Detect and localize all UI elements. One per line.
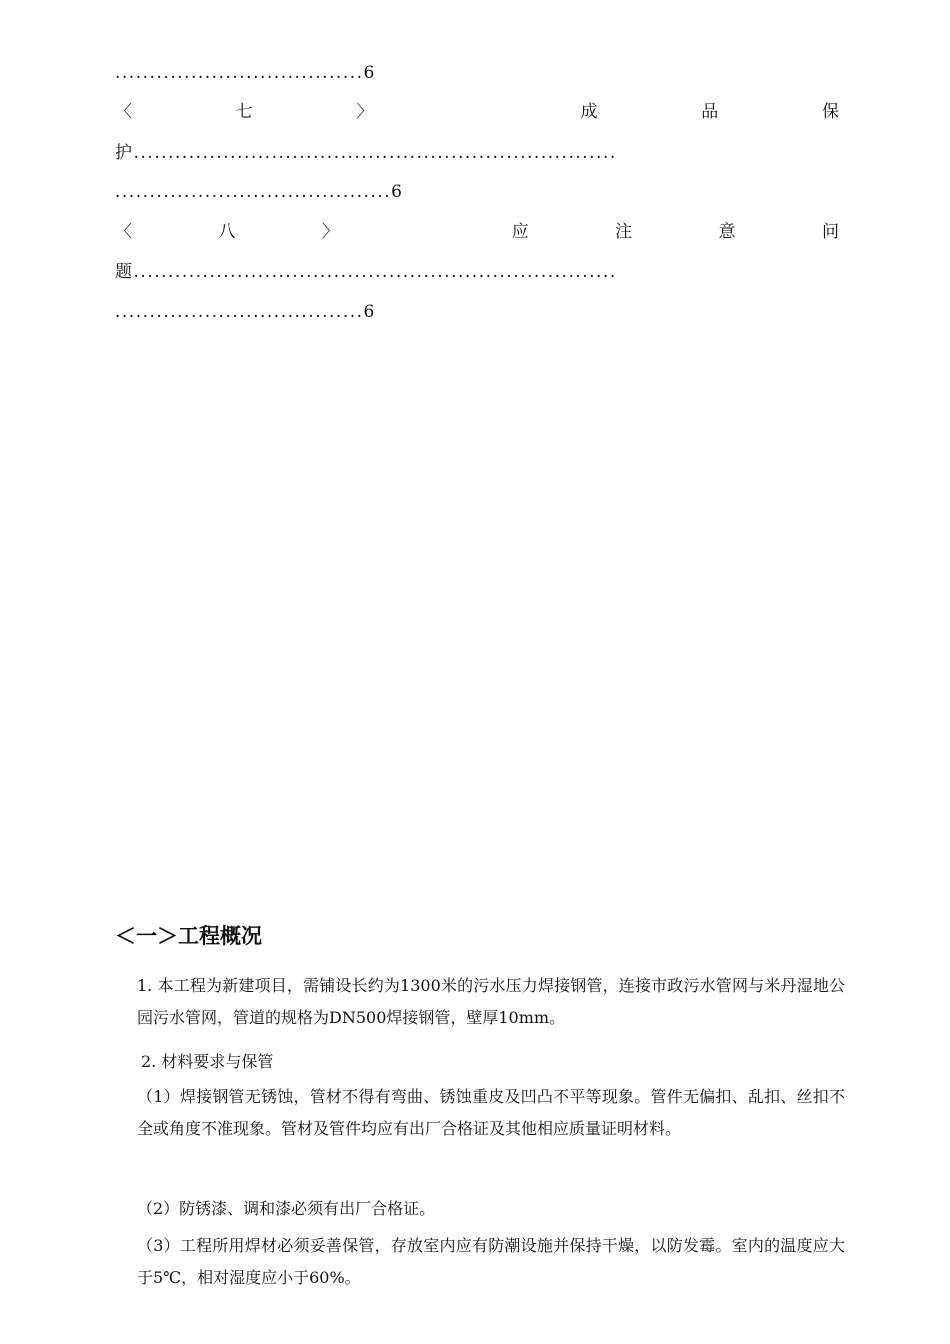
toc-entry-7-continuation: 护...................................................................... [115,143,617,163]
paragraph-text: （2）防锈漆、调和漆必须有出厂合格证。 [137,1199,436,1218]
toc-dots-line-6: ....................................6 [115,63,376,83]
paragraph-text: （1）焊接钢管无锈蚀，管材不得有弯曲、锈蚀重皮及凹凸不平等现象。管件无偏扣、乱扣、丝扣不全或角度不准现象。管材及管件均应有出厂合格证及其他相应质量证明材料。 [137,1087,845,1138]
toc-title-char: 保 [821,102,839,122]
toc-title-char: 成 [580,102,598,122]
paragraph-text: 1. 本工程为新建项目，需铺设长约为1300米的污水压力焊接钢管，连接市政污水管网与米丹湿地公园污水管网，管道的规格为DN500焊接钢管，壁厚10mm。 [137,976,845,1027]
toc-entry-7[interactable] [115,100,839,124]
paragraph-text: （3）工程所用焊材必须妥善保管，存放室内应有防潮设施并保持干燥，以防发霉。室内的温度应大于5℃，相对湿度应小于60%。 [137,1236,845,1287]
paragraph-text: 2. 材料要求与保管 [141,1052,274,1071]
toc-bracket-right: 〉 [356,102,374,122]
paragraph-material-heading [115,1046,845,1078]
toc-title-char: 问 [821,222,839,242]
toc-entry-8-continuation: 题...................................................................... [115,262,617,282]
section-heading: ＜一＞工程概况 [115,924,262,948]
toc-number: 八 [218,222,236,242]
paragraph-project-overview [115,970,845,1034]
toc-entry-8[interactable] [115,220,839,244]
toc-number: 七 [235,102,253,122]
toc-bracket-left: 〈 [115,102,132,122]
paragraph-paint-requirements [115,1193,845,1225]
toc-bracket-left: 〈 [115,222,132,242]
toc-title-char: 注 [615,222,633,242]
toc-title-char: 应 [511,222,529,242]
paragraph-welding-storage [115,1230,845,1294]
toc-entry-7-page: ........................................6 [115,182,404,202]
toc-title-char: 品 [701,102,719,122]
paragraph-pipe-requirements [115,1081,845,1145]
toc-title-char: 意 [718,222,736,242]
toc-entry-8-page: ....................................6 [115,302,376,322]
toc-bracket-right: 〉 [321,222,339,242]
